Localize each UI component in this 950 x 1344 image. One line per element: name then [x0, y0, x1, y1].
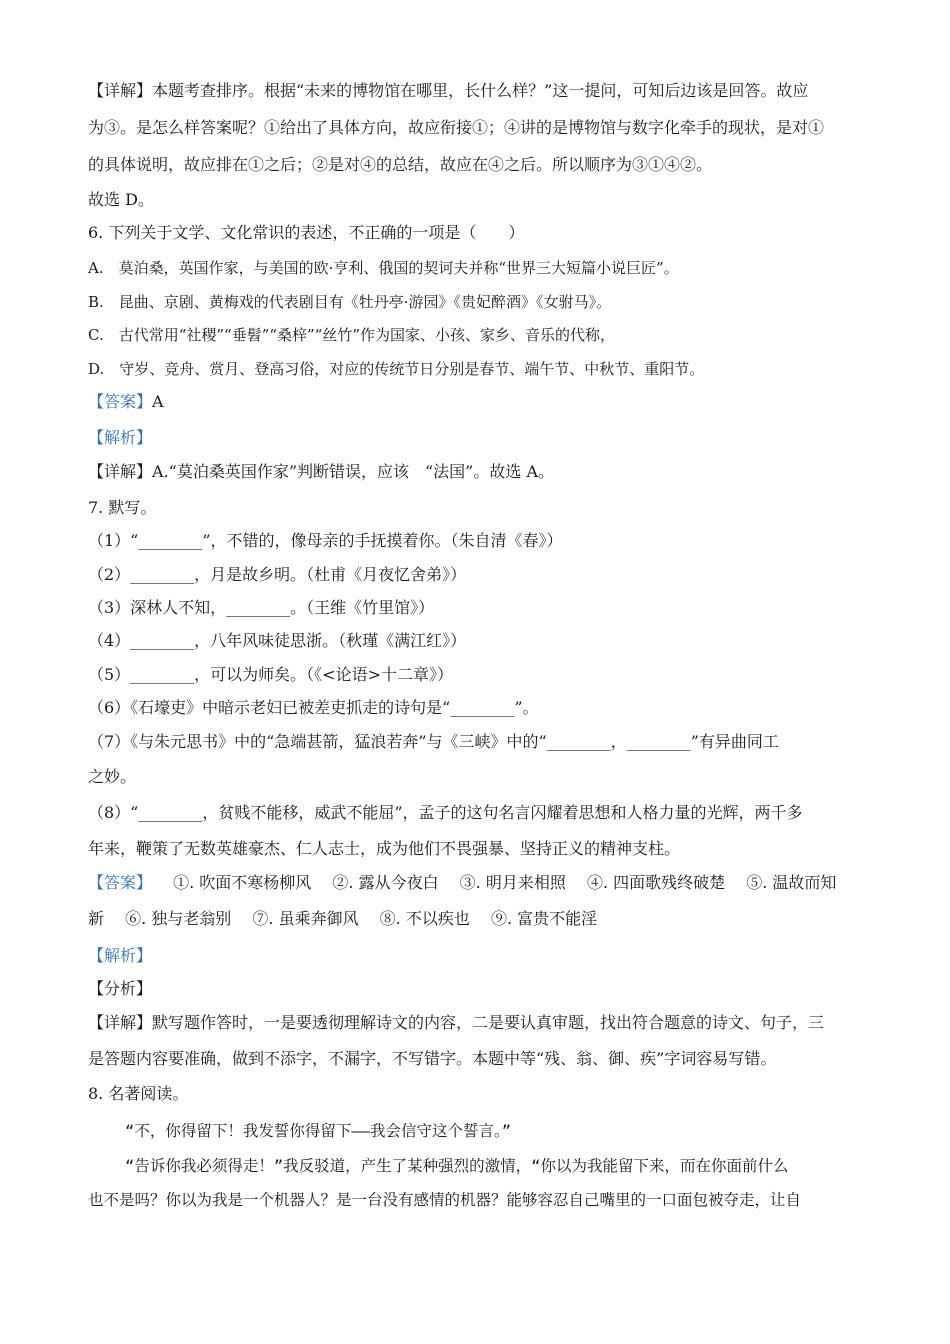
q7-item-7: （7）《与朱元思书》中的“急端甚箭，猛浪若奔”与《三峡》中的“________，________”有异曲同工 [88, 732, 779, 751]
q8-passage-p2-line-1: “告诉你我必须得走！”我反驳道，产生了某种强烈的激情，“你以为我能留下来，而在你面前什么 [125, 1157, 789, 1175]
answer-tag: 【答案】 [88, 873, 153, 892]
answer-item-2: ②. 露从今夜白 [332, 873, 439, 892]
q5-detail-line-2: 为③。是怎么样答案呢？①给出了具体方向，故应衔接①；④讲的是博物馆与数字化牵手的现状，是对① [88, 118, 825, 137]
q7-detail-line-2: 是答题内容要准确，做到不添字，不漏字，不写错字。本题中等“残、翁、御、疾”字词容易写错。 [88, 1049, 777, 1068]
q6-option-c: C. 古代常用“社稷”“垂髫”“桑梓”“丝竹”作为国家、小孩、家乡、音乐的代称， [88, 326, 616, 344]
q8-stem: 8. 名著阅读。 [88, 1084, 189, 1103]
q7-item-1: （1）“________”，不错的，像母亲的手抚摸着你。（朱自清《春》） [88, 531, 563, 550]
q7-item-2: （2）________，月是故乡明。（杜甫《月夜忆舍弟》） [88, 565, 467, 584]
q8-passage-p1: “不，你得留下！我发誓你得留下——我会信守这个誓言。” [125, 1122, 512, 1140]
q7-item-4: （4）________，八年风味徒思浙。（秋瑾《满江红》） [88, 631, 467, 650]
q6-option-b: B. 昆曲、京剧、黄梅戏的代表剧目有《牡丹亭·游园》《贵妃醉酒》《女驸马》。 [88, 293, 612, 311]
answer-item-5-cont: 新 [88, 909, 105, 928]
q6-option-a: A. 莫泊桑，英国作家，与美国的欧·亨利、俄国的契诃夫并称“世界三大短篇小说巨匠”。 [88, 259, 679, 277]
q5-choose: 故选 D。 [88, 190, 154, 209]
q7-detail-line-1: 【详解】默写题作答时，一是要透彻理解诗文的内容，二是要认真审题，找出符合题意的诗文、句子，三 [88, 1013, 825, 1032]
answer-item-8: ⑧. 不以疾也 [379, 909, 470, 928]
q7-item-8: （8）“________，贫贱不能移，威武不能屈”，孟子的这句名言闪耀着思想和人格力量的光辉，两千多 [88, 803, 803, 822]
q6-stem: 6. 下列关于文学、文化常识的表述，不正确的一项是（ ） [88, 223, 525, 242]
answer-item-6: ⑥. 独与老翁别 [125, 909, 232, 928]
q6-detail: 【详解】A.“莫泊桑英国作家”判断错误，应该 “法国”。故选 A。 [88, 462, 555, 481]
answer-item-9: ⑨. 富贵不能淫 [490, 909, 598, 928]
q7-analysis-tag: 【解析】 [88, 946, 153, 965]
answer-item-5: ⑤. 温故而知 [746, 873, 837, 892]
answer-tag: 【答案】 [88, 392, 153, 411]
q5-detail-line-3: 的具体说明，故应排在①之后；②是对④的总结，故应在④之后。所以顺序为③①④②。 [88, 155, 713, 174]
q6-analysis-tag: 【解析】 [88, 428, 153, 447]
q7-answer-line-2 [88, 908, 868, 930]
q7-fenxi-tag: 【分析】 [88, 979, 153, 998]
answer-item-4: ④. 四面歌残终破楚 [586, 873, 726, 892]
answer-value: A [152, 392, 164, 411]
answer-item-7: ⑦. 虽乘奔御风 [252, 909, 359, 928]
answer-item-1: ①. 吹面不寒杨柳风 [173, 873, 312, 892]
q7-answer-line-1 [88, 872, 868, 894]
q6-option-d: D. 守岁、竞舟、赏月、登高习俗，对应的传统节日分别是春节、端午节、中秋节、重阳节。 [88, 360, 705, 378]
q7-item-7-cont: 之妙。 [88, 767, 137, 786]
q6-answer [88, 391, 868, 413]
q5-detail-line-1: 【详解】本题考查排序。根据“未来的博物馆在哪里，长什么样？”这一提问，可知后边该是回答。故应 [88, 81, 809, 100]
q7-item-3: （3）深林人不知，________。（王维《竹里馆》） [88, 598, 435, 617]
q7-item-6: （6）《石壕吏》中暗示老妇已被差吏抓走的诗句是“________”。 [88, 698, 539, 717]
answer-item-3: ③. 明月来相照 [459, 873, 566, 892]
q7-item-8-cont: 年来，鞭策了无数英雄豪杰、仁人志士，成为他们不畏强暴、坚持正义的精神支柱。 [88, 839, 681, 858]
q7-item-5: （5）________，可以为师矣。（《<论语>十二章》） [88, 665, 453, 684]
q7-stem: 7. 默写。 [88, 498, 157, 517]
q8-passage-p2-line-2: 也不是吗？你以为我是一个机器人？是一台没有感情的机器？能够容忍自己嘴里的一口面包被夺走，让自 [88, 1191, 802, 1209]
